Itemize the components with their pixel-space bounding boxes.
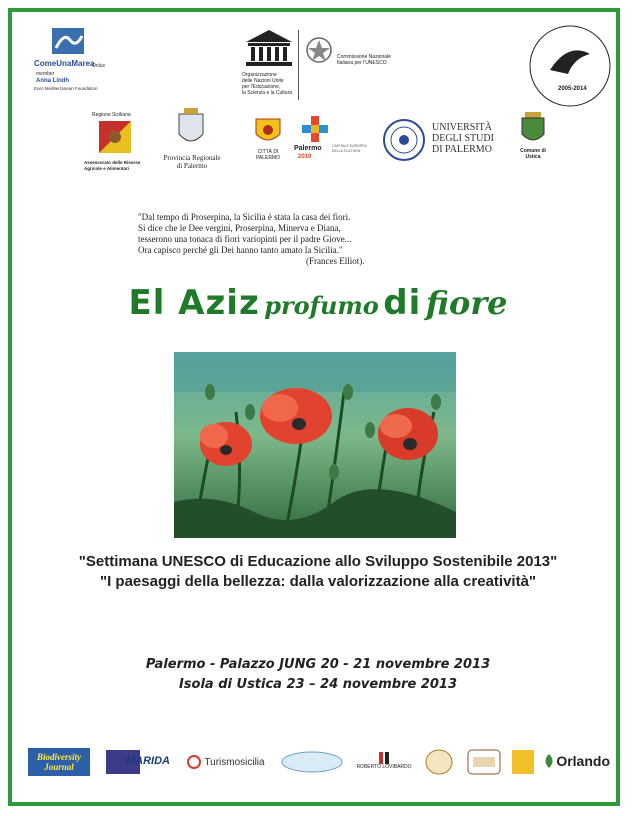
provincia-logo xyxy=(156,108,228,178)
title-el-aziz: El Aziz xyxy=(128,283,260,323)
roberto-lovibardo-logo: ROBERTO LOVIBARDO xyxy=(352,748,416,774)
comeunamarea-sub: Onlus xyxy=(92,63,106,69)
palermo-2019-logo xyxy=(294,116,380,166)
ustica-crest-icon xyxy=(519,112,547,146)
badge-sponsor-logo xyxy=(466,748,502,776)
anna-lindh: Anna Lindh xyxy=(36,78,69,84)
citta-palermo-logo xyxy=(248,116,288,166)
yellow-sponsor-logo xyxy=(510,748,536,776)
round-sponsor-logo xyxy=(424,748,454,776)
subtitle-line2: "I paesaggi della bellezza: dalla valorizzazione alla creatività" xyxy=(99,573,537,590)
proserpina-quote: "Dal tempo di Proserpina, la Sicilia è stata la casa dei fiori. Si dice che le Dee vergini, Proserpina, Minerva e Diana, tesserono una tonaca di fiori variopinti per il padre Giove... Ora capisco perché gli Dei hanno tanto amato la Sicilia." (Frances Elliot). xyxy=(138,212,438,267)
comeunamarea-logo xyxy=(20,26,120,96)
unesco-org-text: Organizzazione delle Nazioni Unite per l'Educazione, la Scienza e la Cultura xyxy=(242,72,293,96)
decennio-seal xyxy=(528,24,612,108)
turismo-icon xyxy=(187,755,201,769)
oval-sponsor-icon xyxy=(280,750,344,774)
round-sponsor-icon xyxy=(425,749,453,775)
poppy-painting xyxy=(174,352,456,538)
quote-author: (Frances Elliot). xyxy=(306,256,365,266)
palermo2019-year: 2019 xyxy=(298,154,312,160)
palermo2019-name: Palermo xyxy=(294,145,322,152)
trinacria-icon xyxy=(98,120,132,154)
unesco-logo xyxy=(240,28,300,104)
orlando-leaf-icon xyxy=(542,753,554,769)
marida-logo: MARIDA xyxy=(106,750,176,774)
subtitle-line1: "Settimana UNESCO di Educazione allo Sviluppo Sostenibile 2013" xyxy=(78,553,558,570)
comune-ustica-logo xyxy=(514,112,552,168)
event-title xyxy=(0,283,636,323)
unesco-divider xyxy=(298,30,299,100)
dates-ustica: Isola di Ustica 23 – 24 novembre 2013 xyxy=(178,677,458,692)
palermo2019-tagline: CAPITALE EUROPEA DELLA CULTURA xyxy=(332,144,367,153)
poppy-center xyxy=(260,388,332,444)
unesco-temple-icon xyxy=(244,28,294,68)
regione-sub: Assessorato delle Risorse Agricole e Alimentari xyxy=(84,160,141,171)
decennio-seal-icon xyxy=(528,24,612,108)
roberto-icon xyxy=(377,752,391,764)
yellow-sponsor-icon xyxy=(511,749,535,775)
decennio-years: 2005-2014 xyxy=(558,86,587,92)
italian-emblem-icon xyxy=(305,36,333,64)
commissione-logo xyxy=(305,30,405,90)
provincia-crest-icon xyxy=(176,108,206,150)
palermo-shield-icon xyxy=(253,116,283,146)
comeunamarea-name: ComeUnaMarea xyxy=(34,59,95,68)
universita-text: UNIVERSITÀ DEGLI STUDI DI PALERMO xyxy=(432,122,494,155)
title-fiore: fiore xyxy=(425,284,508,322)
palermo2019-cross-icon xyxy=(302,116,328,142)
euro-med-foundation: Euro Mediterranean Foundation xyxy=(34,86,98,91)
ustica-text: Comune di Ustica xyxy=(520,148,546,160)
comeunamarea-emblem xyxy=(50,26,86,56)
title-profumo: profumo xyxy=(264,291,379,320)
title-di: di xyxy=(383,283,422,323)
citta-palermo-text: CITTÀ DI PALERMO xyxy=(255,149,281,161)
badge-sponsor-icon xyxy=(467,749,501,775)
poppy-right xyxy=(378,408,438,460)
provincia-text: Provincia Regionale di Palermo xyxy=(163,154,221,170)
universita-seal-icon xyxy=(382,118,426,162)
comeunamarea-member: member xyxy=(36,71,55,77)
poppy-left xyxy=(200,422,252,466)
regione-title: Regione Siciliana xyxy=(92,112,131,118)
commissione-text: Commissione Nazionale Italiana per l'UNESCO xyxy=(337,54,391,66)
dates-palermo: Palermo - Palazzo JUNG 20 - 21 novembre 2013 xyxy=(145,657,491,672)
biodiversity-journal-logo: Biodiversity Journal xyxy=(28,748,90,776)
oval-sponsor-logo xyxy=(280,750,344,774)
universita-palermo-logo xyxy=(382,116,504,166)
orlando-logo: Orlando xyxy=(542,746,610,776)
regione-siciliana-logo xyxy=(82,112,152,178)
turismosicilia-logo: Turismosicilia xyxy=(180,752,272,772)
